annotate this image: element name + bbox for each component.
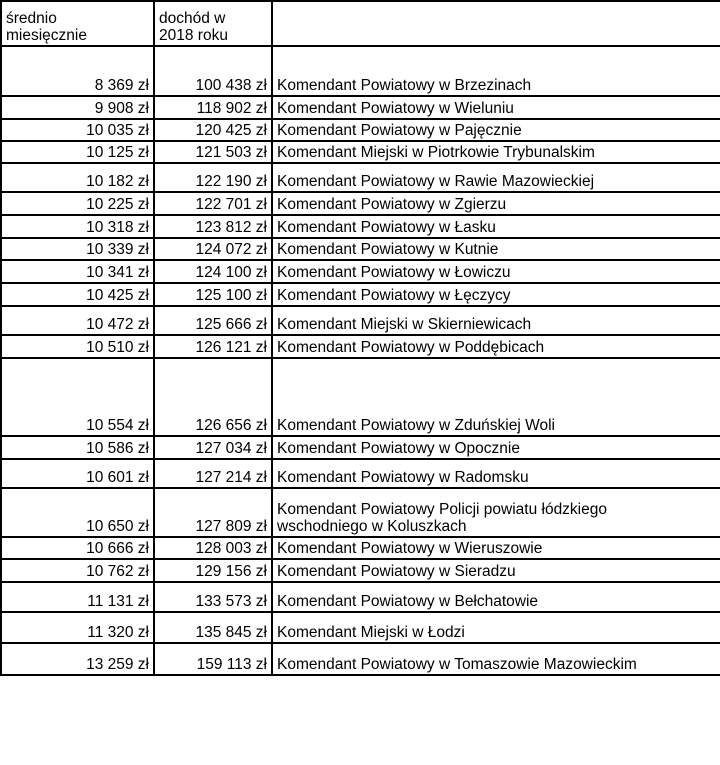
cell-average-monthly: 10 425 zł <box>1 283 154 306</box>
table-row <box>1 612 720 643</box>
cell-position-line1: Komendant Powiatowy w Zduńskiej Woli <box>277 417 555 435</box>
column-header-income-2018 <box>154 1 272 46</box>
cell-income-2018: 125 666 zł <box>154 306 272 335</box>
cell-income-2018: 126 656 zł <box>154 358 272 436</box>
cell-average-monthly: 10 318 zł <box>1 215 154 238</box>
cell-average-monthly: 10 510 zł <box>1 335 154 358</box>
cell-position-line1: Komendant Powiatowy w Łasku <box>277 219 496 237</box>
cell-income-2018: 122 701 zł <box>154 192 272 215</box>
table-row <box>1 459 720 488</box>
cell-position <box>272 643 720 675</box>
cell-average-monthly: 13 259 zł <box>1 643 154 675</box>
cell-position <box>272 436 720 459</box>
table-row <box>1 358 720 436</box>
table-row <box>1 283 720 306</box>
table-row <box>1 238 720 260</box>
cell-income-2018: 159 113 zł <box>154 643 272 675</box>
table-row <box>1 537 720 559</box>
table-row <box>1 215 720 238</box>
cell-position <box>272 46 720 96</box>
cell-position <box>272 119 720 141</box>
cell-average-monthly: 10 762 zł <box>1 559 154 582</box>
cell-position-line1: Komendant Powiatowy w Pajęcznie <box>277 122 522 140</box>
cell-income-2018: 129 156 zł <box>154 559 272 582</box>
cell-average-monthly: 10 339 zł <box>1 238 154 260</box>
cell-average-monthly: 10 182 zł <box>1 163 154 192</box>
cell-average-monthly: 10 666 zł <box>1 537 154 559</box>
column-header-average-monthly <box>1 1 154 46</box>
table-row <box>1 335 720 358</box>
table-row <box>1 141 720 163</box>
table-row <box>1 436 720 459</box>
table-row <box>1 306 720 335</box>
cell-income-2018: 123 812 zł <box>154 215 272 238</box>
cell-average-monthly: 10 554 zł <box>1 358 154 436</box>
cell-average-monthly: 11 131 zł <box>1 582 154 612</box>
cell-position-line1: Komendant Powiatowy w Brzezinach <box>277 77 532 95</box>
cell-average-monthly: 10 125 zł <box>1 141 154 163</box>
cell-position <box>272 141 720 163</box>
cell-average-monthly: 10 035 zł <box>1 119 154 141</box>
cell-position-line1: Komendant Powiatowy w Sieradzu <box>277 563 516 581</box>
cell-position-line1: Komendant Powiatowy w Rawie Mazowieckiej <box>277 173 595 191</box>
cell-average-monthly: 10 650 zł <box>1 488 154 537</box>
cell-position-line1: Komendant Powiatowy w Tomaszowie Mazowieckim <box>277 656 637 674</box>
table-row <box>1 192 720 215</box>
column-header-income-2018-line1: dochód w <box>159 10 226 27</box>
cell-position <box>272 215 720 238</box>
cell-average-monthly: 10 586 zł <box>1 436 154 459</box>
table-row <box>1 46 720 96</box>
cell-position <box>272 260 720 283</box>
cell-average-monthly: 10 225 zł <box>1 192 154 215</box>
column-header-average-monthly-line2: miesięcznie <box>6 27 87 45</box>
cell-income-2018: 126 121 zł <box>154 335 272 358</box>
cell-income-2018: 124 072 zł <box>154 238 272 260</box>
cell-income-2018: 127 214 zł <box>154 459 272 488</box>
cell-income-2018: 127 809 zł <box>154 488 272 537</box>
table-row <box>1 582 720 612</box>
cell-income-2018: 125 100 zł <box>154 283 272 306</box>
cell-position <box>272 96 720 119</box>
cell-position-line1: Komendant Powiatowy w Wieruszowie <box>277 540 543 558</box>
table-row <box>1 119 720 141</box>
cell-position <box>272 559 720 582</box>
cell-position <box>272 192 720 215</box>
cell-position-line1: Komendant Miejski w Łodzi <box>277 624 465 642</box>
cell-position <box>272 358 720 436</box>
table-row <box>1 96 720 119</box>
cell-position <box>272 306 720 335</box>
cell-income-2018: 118 902 zł <box>154 96 272 119</box>
cell-position-line1: Komendant Powiatowy w Bełchatowie <box>277 593 539 611</box>
cell-position <box>272 459 720 488</box>
cell-position-line1: Komendant Powiatowy w Łowiczu <box>277 264 511 282</box>
cell-income-2018: 100 438 zł <box>154 46 272 96</box>
cell-position <box>272 238 720 260</box>
cell-income-2018: 122 190 zł <box>154 163 272 192</box>
table-body <box>1 1 720 675</box>
cell-position-line2: wschodniego w Koluszkach <box>277 518 467 536</box>
cell-position-line1: Komendant Miejski w Skierniewicach <box>277 316 532 334</box>
cell-average-monthly: 9 908 zł <box>1 96 154 119</box>
cell-average-monthly: 10 601 zł <box>1 459 154 488</box>
cell-income-2018: 120 425 zł <box>154 119 272 141</box>
cell-position <box>272 612 720 643</box>
cell-position-line1: Komendant Powiatowy w Wieluniu <box>277 100 514 118</box>
cell-position <box>272 335 720 358</box>
cell-position <box>272 582 720 612</box>
cell-position-line1: Komendant Powiatowy w Łęczycy <box>277 287 511 305</box>
table-row <box>1 163 720 192</box>
cell-average-monthly: 11 320 zł <box>1 612 154 643</box>
table-header-row <box>1 1 720 46</box>
cell-position-line1: Komendant Powiatowy w Opocznie <box>277 440 520 458</box>
cell-position <box>272 488 720 537</box>
table-row <box>1 260 720 283</box>
cell-income-2018: 135 845 zł <box>154 612 272 643</box>
cell-position <box>272 537 720 559</box>
table-row <box>1 559 720 582</box>
cell-average-monthly: 10 472 zł <box>1 306 154 335</box>
cell-income-2018: 127 034 zł <box>154 436 272 459</box>
cell-income-2018: 124 100 zł <box>154 260 272 283</box>
table-row <box>1 488 720 537</box>
cell-position-line1: Komendant Powiatowy w Zgierzu <box>277 196 507 214</box>
cell-income-2018: 128 003 zł <box>154 537 272 559</box>
cell-income-2018: 121 503 zł <box>154 141 272 163</box>
column-header-income-2018-line2: 2018 roku <box>159 27 228 45</box>
cell-position-line1: Komendant Miejski w Piotrkowie Trybunalskim <box>277 144 595 162</box>
cell-income-2018: 133 573 zł <box>154 582 272 612</box>
column-header-average-monthly-line1: średnio <box>6 10 57 27</box>
cell-position <box>272 283 720 306</box>
cell-position-line1: Komendant Powiatowy w Poddębicach <box>277 339 545 357</box>
cell-position <box>272 163 720 192</box>
cell-average-monthly: 8 369 zł <box>1 46 154 96</box>
cell-position-line1: Komendant Powiatowy w Kutnie <box>277 241 499 259</box>
cell-position-line1: Komendant Powiatowy w Radomsku <box>277 469 529 487</box>
column-header-position <box>272 1 720 46</box>
table-row <box>1 643 720 675</box>
cell-average-monthly: 10 341 zł <box>1 260 154 283</box>
cell-position-line1: Komendant Powiatowy Policji powiatu łódzkiego <box>277 501 607 518</box>
